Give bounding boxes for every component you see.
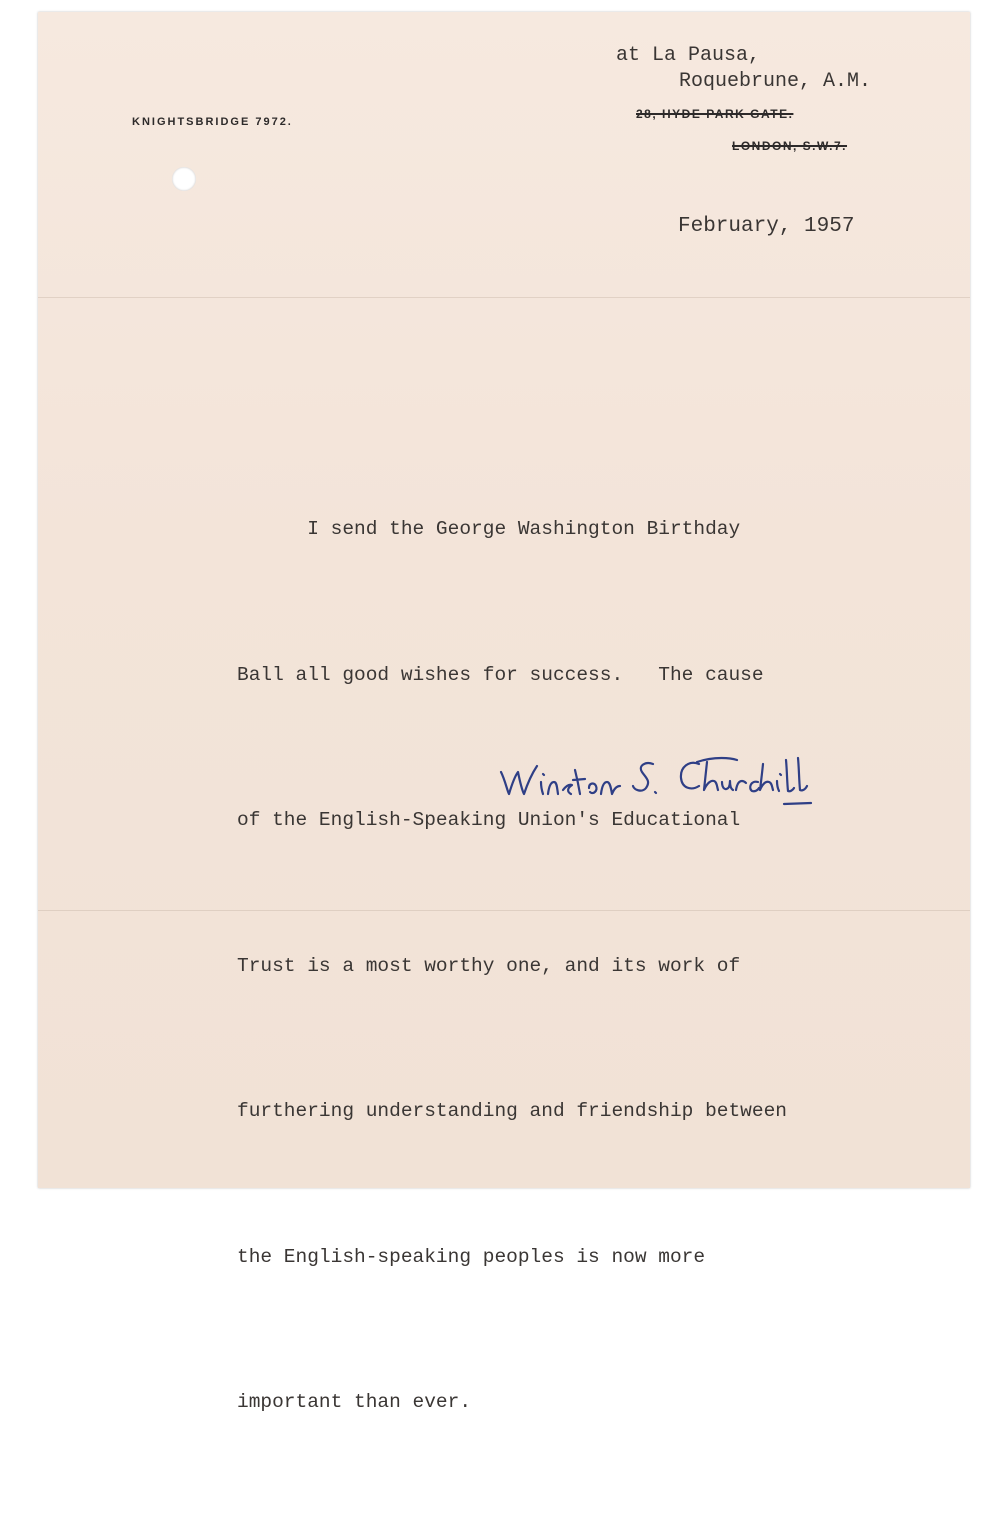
body-line: Trust is a most worthy one, and its work of: [237, 954, 741, 977]
typed-address-line2: Roquebrune, A.M.: [679, 70, 872, 93]
body-line: of the English-Speaking Union's Educational: [237, 809, 741, 831]
punch-hole: [172, 167, 196, 191]
struck-address-line2: LONDON, S.W.7.: [732, 139, 848, 153]
letterhead-telephone: KNIGHTSBRIDGE 7972.: [132, 116, 293, 128]
paper-fold-line: [38, 297, 970, 298]
letter-body: [237, 408, 787, 1524]
typed-address-line1: at La Pausa,: [616, 44, 761, 67]
body-line: important than ever.: [237, 1391, 472, 1413]
body-line: I send the George Washington Birthday: [237, 518, 741, 540]
signature: [493, 734, 833, 814]
letter-date: February, 1957: [678, 215, 855, 238]
body-line: furthering understanding and friendship between: [237, 1100, 787, 1122]
struck-address-line1: 28, HYDE PARK GATE.: [636, 107, 794, 121]
body-line: the English-speaking peoples is now more: [237, 1245, 706, 1268]
letter-sheet: [38, 12, 970, 1413]
body-line: Ball all good wishes for success. The cause: [237, 663, 764, 686]
